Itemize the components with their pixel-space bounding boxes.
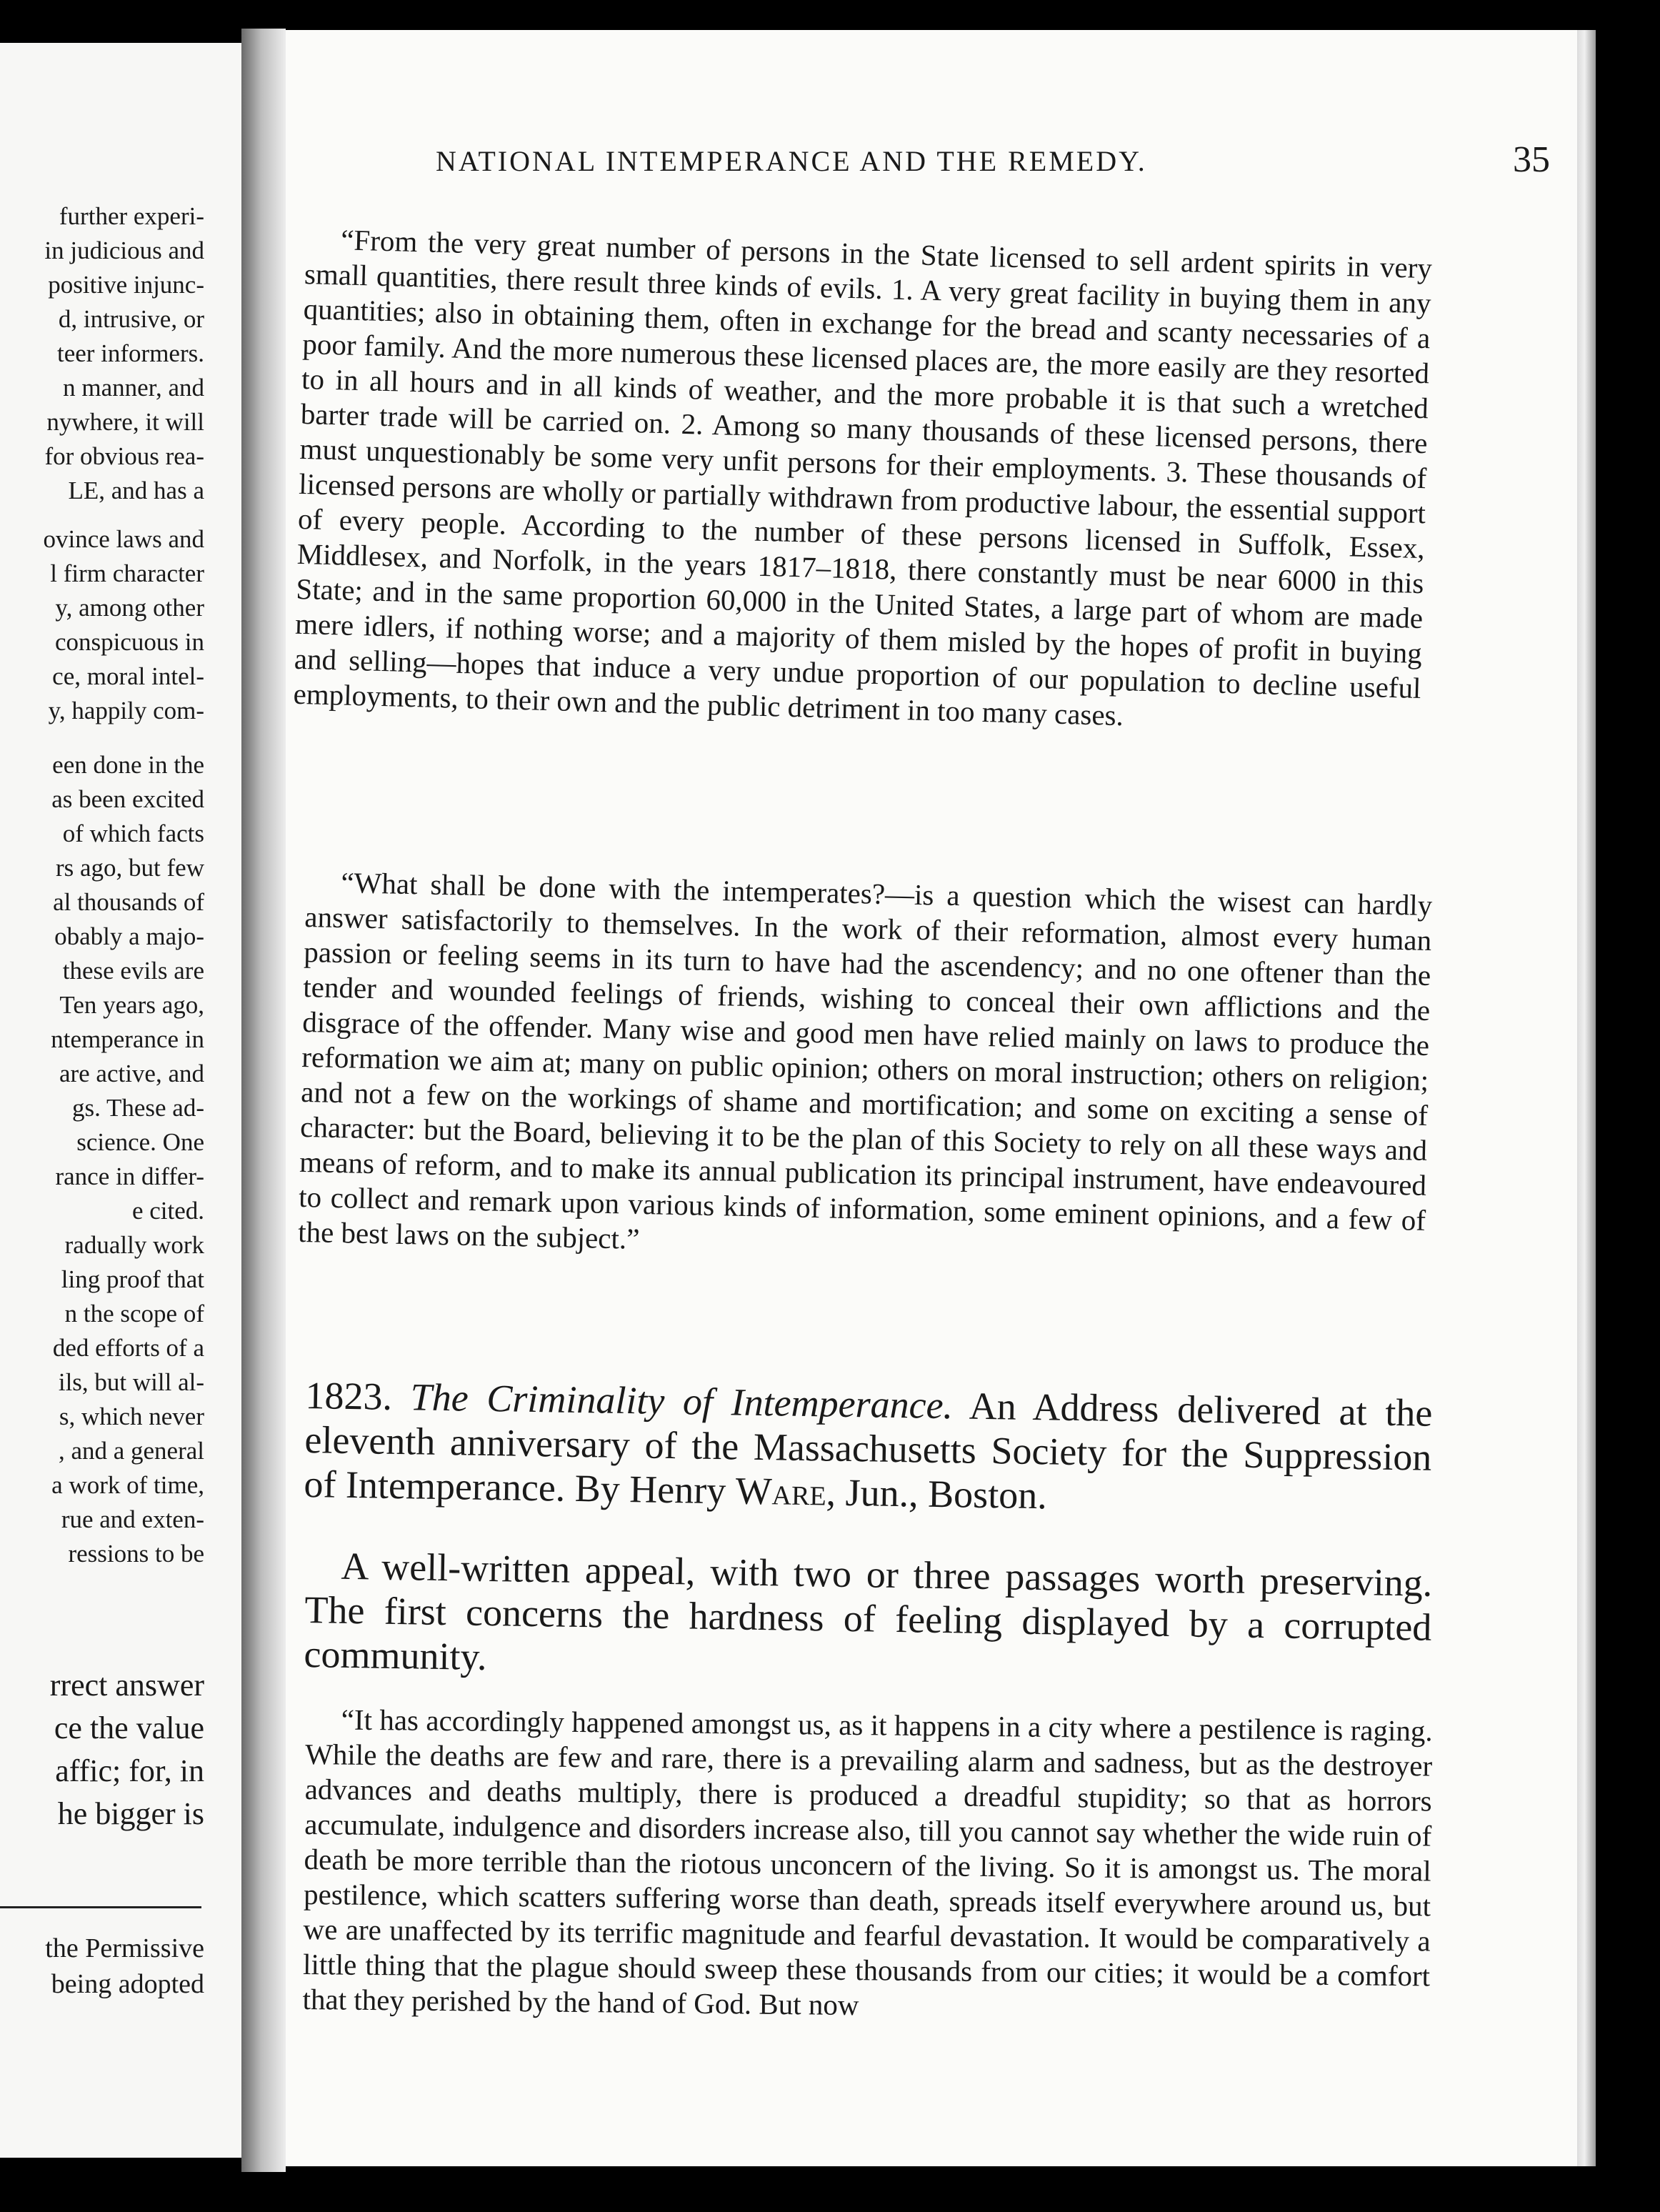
left-line: teer informers. bbox=[56, 339, 204, 367]
left-line: ovince laws and bbox=[43, 525, 204, 553]
left-line: obably a majo- bbox=[54, 922, 204, 950]
left-line: n manner, and bbox=[63, 374, 204, 402]
left-line: nywhere, it will bbox=[46, 408, 204, 436]
left-line: science. One bbox=[76, 1128, 204, 1156]
left-line: LE, and has a bbox=[68, 477, 204, 504]
left-line: d, intrusive, or bbox=[58, 305, 204, 333]
page-number: 35 bbox=[1513, 139, 1550, 180]
left-line: s, which never bbox=[59, 1403, 204, 1430]
left-line: rance in differ- bbox=[55, 1162, 204, 1190]
left-line: , and a general bbox=[58, 1437, 204, 1465]
running-title: NATIONAL INTEMPERANCE AND THE REMEDY. bbox=[436, 145, 1147, 177]
left-line: ling proof that bbox=[61, 1265, 204, 1293]
quoted-paragraph-pestilence: “It has accordingly happened amongst us, as it happens in a city where a pestilence is raging. While the deaths are few and rare, there is a prevailing alarm and sadness, but as the destroyer advances and deaths multiply, there is produced a dreadful stupidity; so that as horrors accumulate, indulgence and disorders increase also, till you cannot say whether the wide ruin of death be more terrible than the riotous unconcern of the living. So it is amongst us. The moral pestilence, which scatters suffering worse than death, spreads itself everywhere around us, but we are unaffected by its terrific magnitude and fearful devastation. It would be comparatively a little thing that the plague should sweep these thousands from our cities; it would be a comfort that they perished by the hand of God. But now bbox=[302, 1703, 1433, 2022]
running-head bbox=[436, 139, 1550, 187]
left-line: conspicuous in bbox=[54, 628, 204, 656]
entry-year: 1823. bbox=[305, 1373, 393, 1418]
left-line: as been excited bbox=[51, 785, 204, 813]
left-line: ce, moral intel- bbox=[52, 662, 204, 690]
quoted-paragraph-licenses: “From the very great number of persons in the State licensed to sell ardent spirits in very small quantities, there result three kinds of evils. 1. A very great facility in buying them in any quantities; also in obtaining them, often in exchange for the bread and scanty necessaries of a poor family. And the more numerous these licensed places are, the more easily are they resorted to in all hours and in all kinds of weather, and the more probable it is that such a wretched barter trade will be carried on. 2. Among so many thousands of these licensed persons, there must unquestionably be some very unfit persons for their employments. 3. These thousands of licensed persons are wholly or partially withdrawn from productive labour, the essential support of every people. According to the number of these persons licensed in Suffolk, Essex, Middlesex, and Norfolk, in the years 1817–1818, there constantly must be near 6000 in this State; and in the same proportion 60,000 in the United States, a large part of whom are made mere idlers, if nothing worse; and a majority of them misled by the hopes of profit in buying and selling—hopes that induce a very undue proportion of our population to decline useful employments, to their own and the public detriment in too many cases. bbox=[293, 223, 1433, 732]
entry-author: Ware bbox=[735, 1469, 827, 1514]
facing-page-fragment bbox=[0, 43, 244, 2158]
left-line: are active, and bbox=[59, 1060, 204, 1087]
left-line: these evils are bbox=[62, 957, 204, 985]
commentary-paragraph: A well-written appeal, with two or three passages worth preserving. The first concerns the hardness of feeling displayed by a corrupted community. bbox=[304, 1544, 1433, 1678]
left-line: further experi- bbox=[59, 202, 204, 230]
left-line: y, among other bbox=[55, 594, 204, 622]
book-gutter bbox=[241, 29, 286, 2172]
page-edge bbox=[1577, 30, 1596, 2166]
left-line: ded efforts of a bbox=[52, 1334, 204, 1362]
left-line: positive injunc- bbox=[48, 271, 204, 299]
left-line: Ten years ago, bbox=[59, 991, 204, 1019]
entry-description: An Address delivered at the eleventh anniversary of the Massachusetts Society for the Suppression of Intemperance. By Henry bbox=[304, 1384, 1433, 1513]
left-line: y, happily com- bbox=[48, 697, 204, 724]
quoted-paragraph-intemperates: “What shall be done with the intemperates?—is a question which the wisest can hardly answer satisfactorily to themselves. In the work of their reformation, almost every human passion or feeling seems in its turn to have had the ascendency; and no one oftener than the tender and wounded feelings of friends, wishing to conceal their own afflictions and the disgrace of the offender. Many wise and good men have relied mainly on laws to produce the reformation we aim at; many on public opinion; others on moral instruction; others on religion; and not a few on the workings of shame and mortification; and some on exciting a sense of character: but the Board, believing it to be the plan of this Society to rely on all these ways and means of reform, and to make its annual publication its principal instrument, have endeavoured to collect and remark upon various kinds of information, some eminent opinions, and a few of the best laws on the subject.” bbox=[297, 866, 1433, 1255]
left-line: affic; for, in bbox=[55, 1753, 204, 1788]
left-line: being adopted bbox=[51, 1969, 204, 1999]
left-line: he bigger is bbox=[57, 1796, 204, 1831]
left-line: a work of time, bbox=[51, 1471, 204, 1499]
left-line: ce the value bbox=[54, 1710, 204, 1745]
left-line: of which facts bbox=[62, 819, 204, 847]
left-line: ntemperance in bbox=[51, 1025, 204, 1053]
left-line: l firm character bbox=[50, 559, 204, 587]
bibliography-entry bbox=[304, 1373, 1433, 1524]
footnote-rule bbox=[0, 1906, 201, 1908]
left-line: rue and exten- bbox=[61, 1505, 204, 1533]
entry-author-suffix: , Jun., Boston. bbox=[826, 1470, 1048, 1518]
left-line: rs ago, but few bbox=[55, 854, 204, 882]
entry-title: The Criminality of Intemperance. bbox=[410, 1375, 954, 1428]
left-line: n the scope of bbox=[64, 1300, 204, 1327]
left-line: in judicious and bbox=[44, 236, 204, 264]
left-line: e cited. bbox=[131, 1197, 204, 1225]
left-line: the Permissive bbox=[45, 1933, 204, 1963]
left-line: ils, but will al- bbox=[58, 1368, 204, 1396]
left-line: rrect answer bbox=[49, 1668, 204, 1703]
left-line: for obvious rea- bbox=[44, 442, 204, 470]
left-line: ressions to be bbox=[68, 1540, 204, 1568]
left-line: radually work bbox=[64, 1231, 204, 1259]
left-line: een done in the bbox=[52, 751, 204, 779]
left-line: al thousands of bbox=[53, 888, 204, 916]
left-line: gs. These ad- bbox=[72, 1094, 204, 1122]
book-page bbox=[286, 30, 1577, 2166]
